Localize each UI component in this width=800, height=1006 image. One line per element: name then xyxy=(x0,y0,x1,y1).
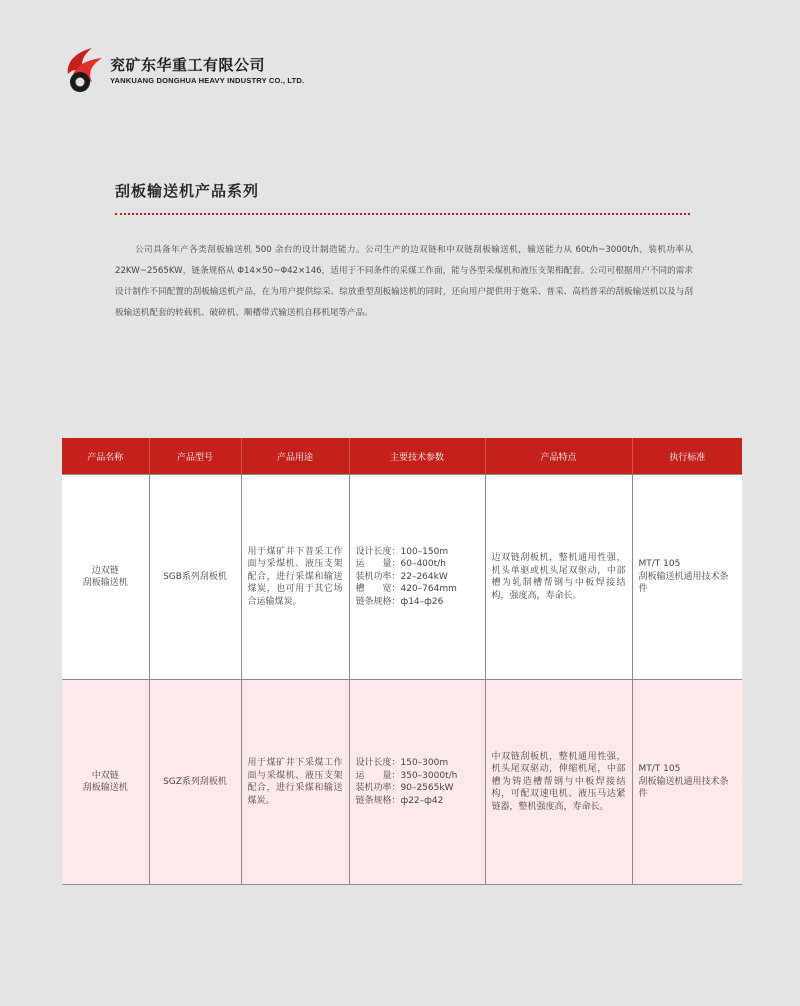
product-name-line: 边双链 xyxy=(91,565,119,576)
table-row xyxy=(62,475,742,680)
tech-params-cell xyxy=(349,475,485,680)
standard-title: 刮板输送机通用技术条件 xyxy=(638,571,729,595)
section-title: 刮板输送机产品系列 xyxy=(115,182,260,200)
standard-code: MT/T 105 xyxy=(638,559,681,570)
header-product-model: 产品型号 xyxy=(149,438,241,475)
header-tech-params: 主要技术参数 xyxy=(349,438,485,475)
dotted-divider xyxy=(115,213,690,215)
product-name-line: 刮板输送机 xyxy=(82,783,128,793)
product-usage-cell: 用于煤矿井下采煤工作面与采煤机、液压支架配合，进行采煤和输送煤炭。 xyxy=(241,680,349,885)
param-line: 设计长度：100–150m xyxy=(355,546,449,557)
product-usage-cell: 用于煤矿井下普采工作面与采煤机、液压支架配合，进行采煤和输送煤炭，也可用于其它场合运输煤炭。 xyxy=(241,475,349,680)
standard-code: MT/T 105 xyxy=(638,764,681,775)
param-line: 槽 宽：420–764mm xyxy=(355,584,457,595)
param-line: 装机功率：22–264kW xyxy=(355,571,448,582)
product-model-cell: SGZ系列刮板机 xyxy=(149,680,241,885)
table-row xyxy=(62,680,742,885)
intro-paragraph: 公司具备年产各类刮板输送机 500 余台的设计制造能力。公司生产的边双链和中双链刮板输送机，输送能力从 60t/h~3000t/h，装机功率从 22KW~2565KW，链条规格从 Φ14×50~Φ42×146，适用于不同条件的采煤工作面，能与各型采煤机和液压支架相配套。公司可根据用户不同的需求设计制作不同配置的刮板输送机产品，在为用户提供综采、综放重型刮板输送机的同时，还向用户提供用于炮采、普采、高档普采的刮板输送机以及与刮板输送机配套的转载机、破碎机、顺槽带式输送机自移机尾等产品。 xyxy=(115,245,693,318)
product-name-line: 刮板输送机 xyxy=(82,578,128,588)
param-line: 设计长度：150–300m xyxy=(355,758,449,768)
param-line: 运 量：350–3000t/h xyxy=(355,770,458,781)
param-line: 装机功率：90–2565kW xyxy=(355,783,454,793)
param-line: 链条规格：ф14–ф26 xyxy=(355,596,444,607)
header-standard: 执行标准 xyxy=(632,438,742,475)
param-line: 运 量：60–400t/h xyxy=(355,559,446,570)
product-name-line: 中双链 xyxy=(91,770,119,781)
standard-cell xyxy=(632,475,742,680)
product-model-cell: SGB系列刮板机 xyxy=(149,475,241,680)
standard-title: 刮板输送机通用技术条件 xyxy=(638,776,729,800)
tech-params-cell xyxy=(349,680,485,885)
product-features-cell: 中双链刮板机，整机通用性强，机头尾双驱动，伸缩机尾，中部槽为铸造槽帮钢与中板焊接结构，可配双速电机、液压马达紧链器，整机强度高，寿命长。 xyxy=(485,680,632,885)
product-table xyxy=(62,438,742,885)
header-product-name: 产品名称 xyxy=(62,438,149,475)
product-name-cell xyxy=(62,680,149,885)
table-header-row xyxy=(62,438,742,475)
company-logo xyxy=(62,44,305,94)
company-name-en: YANKUANG DONGHUA HEAVY INDUSTRY CO., LTD. xyxy=(110,76,305,85)
header-product-features: 产品特点 xyxy=(485,438,632,475)
flame-logo-icon xyxy=(62,44,106,94)
company-name-cn: 兖矿东华重工有限公司 xyxy=(110,56,266,74)
header-product-usage: 产品用途 xyxy=(241,438,349,475)
product-name-cell xyxy=(62,475,149,680)
param-line: 链条规格：ф22–ф42 xyxy=(355,795,444,806)
product-features-cell: 边双链刮板机，整机通用性强，机头单驱或机头尾双驱动，中部槽为轧制槽帮钢与中板焊接结构，强度高，寿命长。 xyxy=(485,475,632,680)
standard-cell xyxy=(632,680,742,885)
